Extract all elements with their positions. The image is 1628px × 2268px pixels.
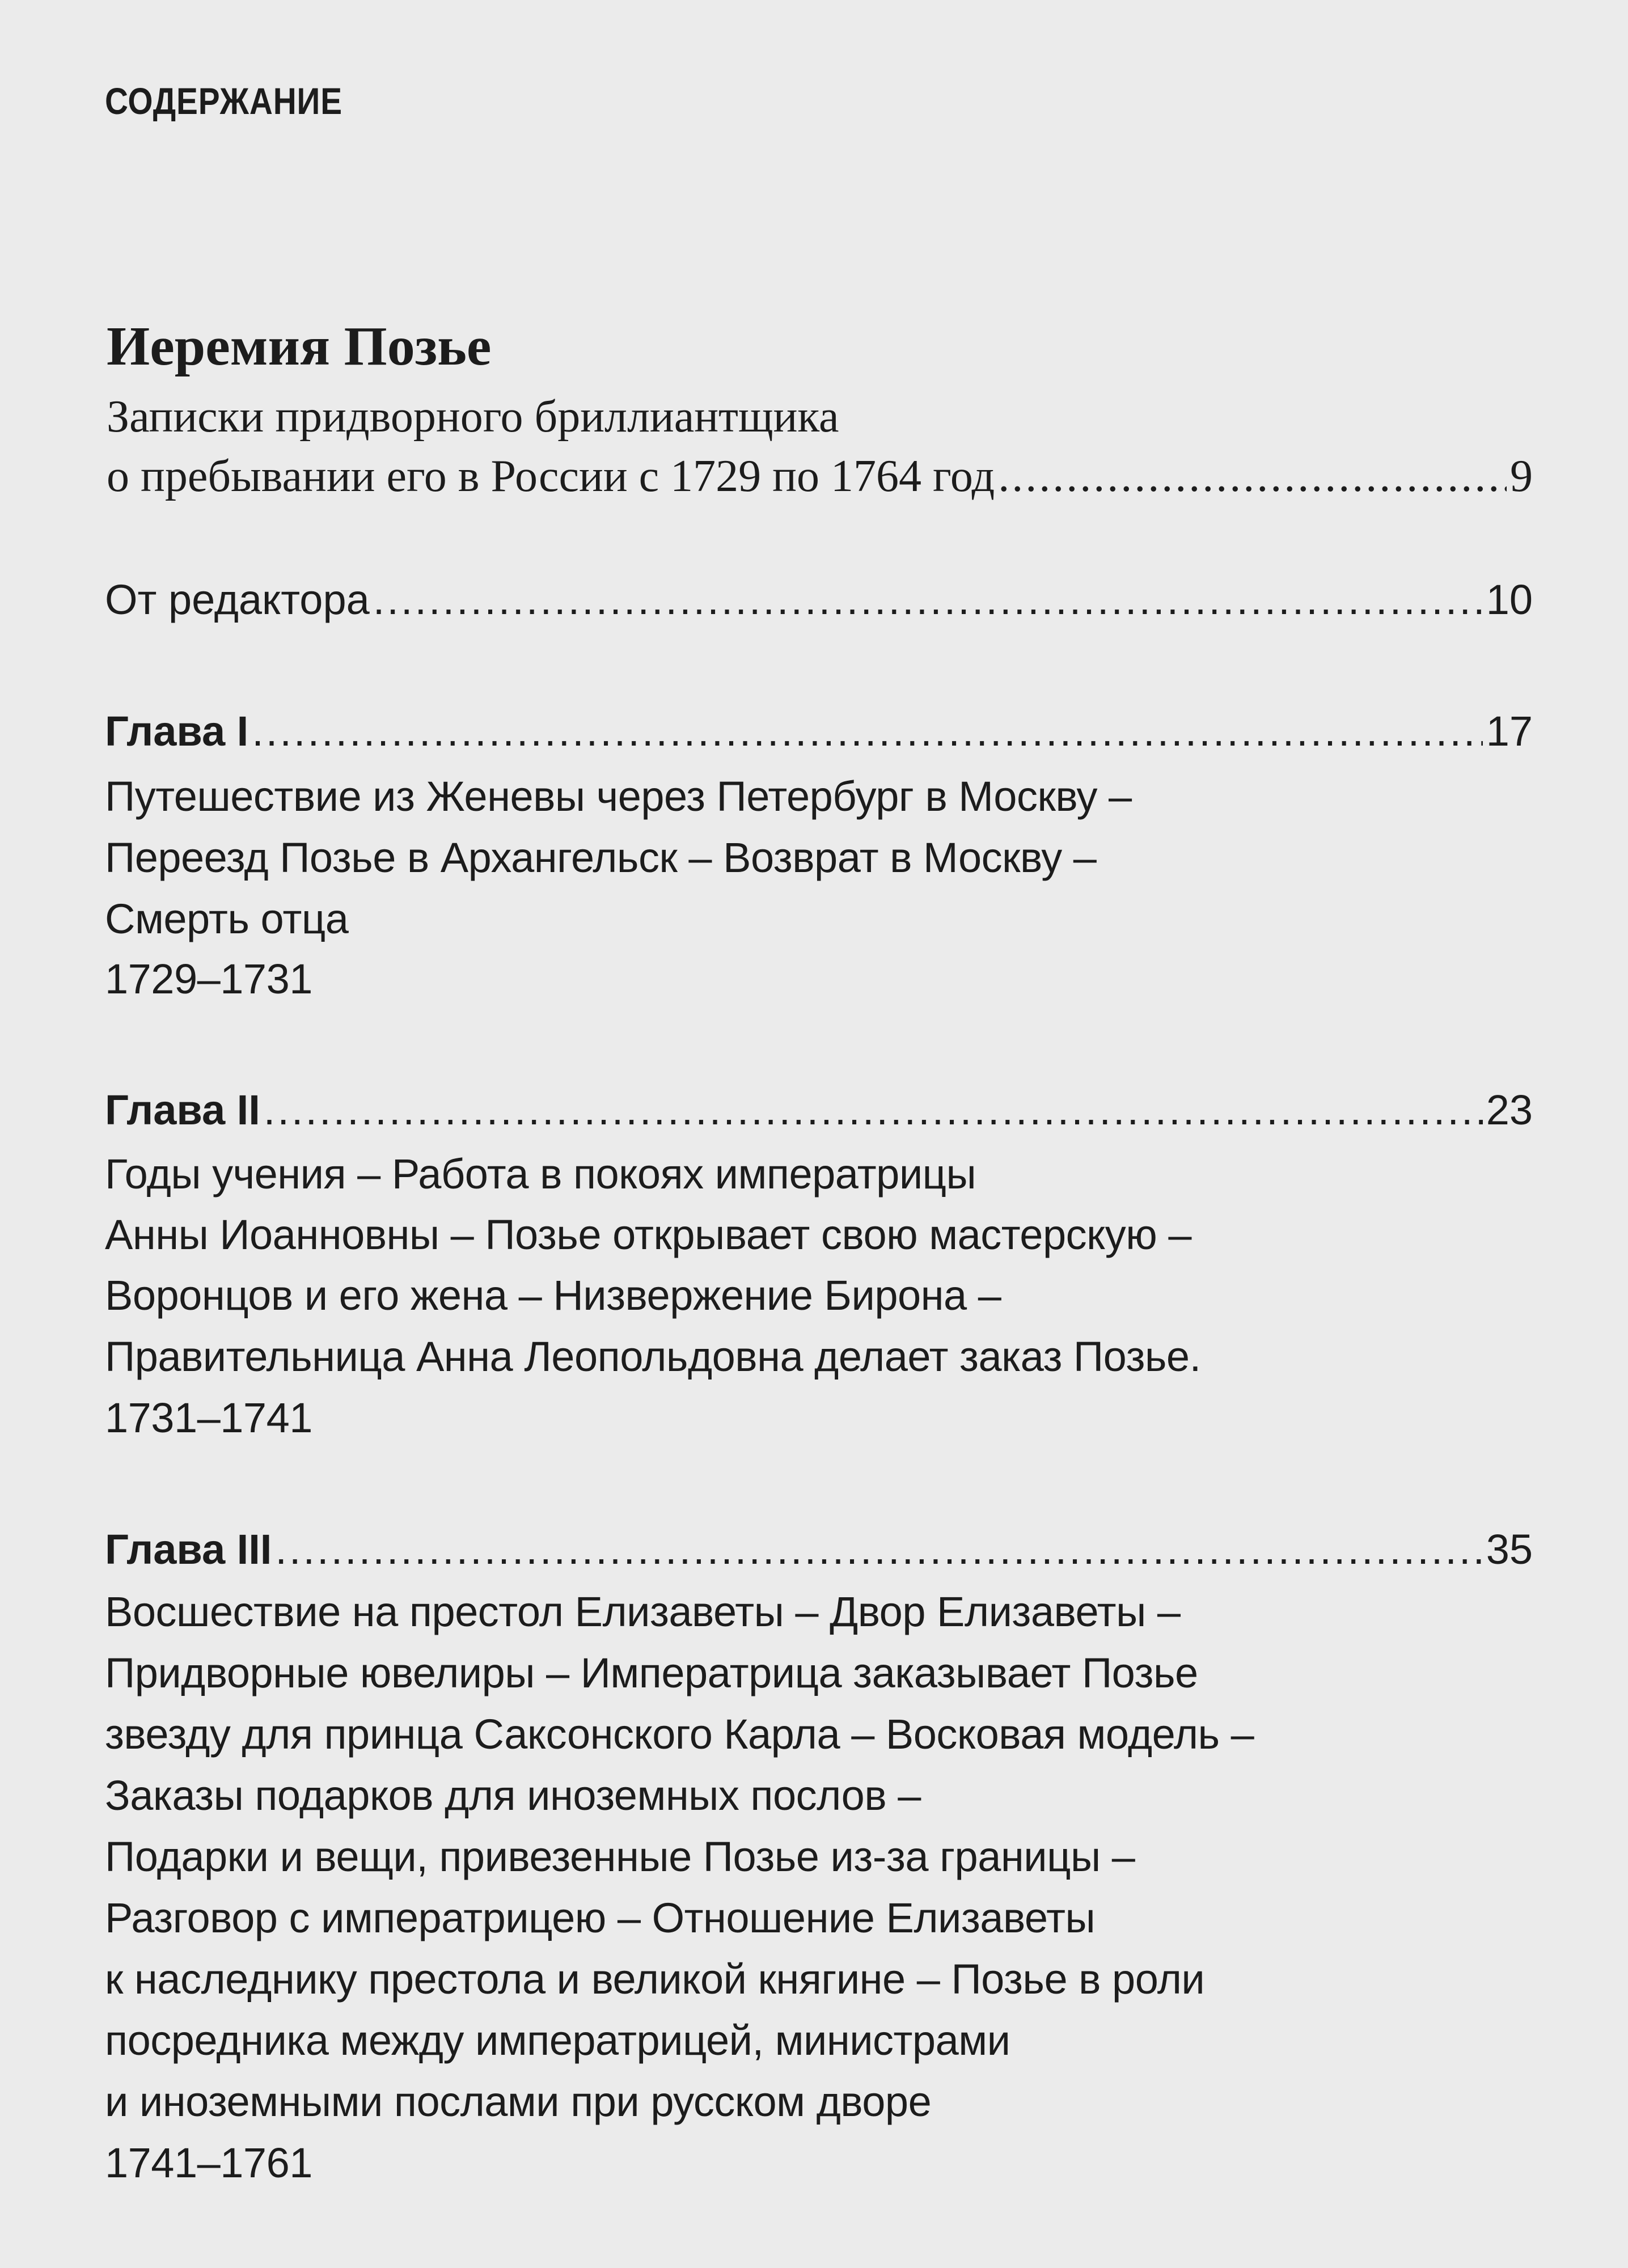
chapter-summary-line: Переезд Позье в Архангельск – Возврат в Москву – <box>105 834 1097 881</box>
chapter-summary-line: Воронцов и его жена – Низвержение Бирона – <box>105 1272 1001 1319</box>
chapter-title: Глава III <box>105 1526 272 1573</box>
toc-entry-chapter-2 <box>105 1086 1533 1134</box>
chapter-years: 1741–1761 <box>105 2139 312 2186</box>
chapter-summary-line: Путешествие из Женевы через Петербург в Москву – <box>105 773 1132 820</box>
chapter-summary-line: и иноземными послами при русском дворе <box>105 2078 932 2125</box>
leader-dots <box>373 576 1483 624</box>
leader-dots <box>252 707 1482 755</box>
section-title: СОДЕРЖАНИЕ <box>105 80 342 122</box>
leader-dots <box>998 451 1507 502</box>
leader-dots <box>264 1086 1483 1134</box>
chapter-summary-line: к наследнику престола и великой княгине – Позье в роли <box>105 1956 1205 2003</box>
chapter-years: 1729–1731 <box>105 955 312 1002</box>
chapter-summary-line: Анны Иоанновны – Позье открывает свою мастерскую – <box>105 1211 1192 1258</box>
chapter-summary-line: Годы учения – Работа в покоях императрицы <box>105 1150 976 1198</box>
toc-entry-title: От редактора <box>105 576 370 623</box>
chapter-summary-line: Придворные ювелиры – Императрица заказывает Позье <box>105 1649 1198 1696</box>
toc-entry-editor <box>105 576 1533 624</box>
page-number: 9 <box>1510 451 1533 501</box>
chapter-summary-line: Смерть отца <box>105 895 349 942</box>
chapter-summary-line: Восшествие на престол Елизаветы – Двор Елизаветы – <box>105 1588 1181 1635</box>
chapter-summary-line: звезду для принца Саксонского Карла – Восковая модель – <box>105 1711 1254 1758</box>
toc-entry-chapter-3 <box>105 1525 1533 1573</box>
page-number: 23 <box>1486 1086 1533 1133</box>
page-number: 35 <box>1486 1526 1533 1573</box>
chapter-years: 1731–1741 <box>105 1394 312 1441</box>
leader-dots <box>275 1525 1482 1573</box>
book-author: Иеремия Позье <box>107 316 492 377</box>
chapter-summary-line: Подарки и вещи, привезенные Позье из-за границы – <box>105 1833 1135 1880</box>
book-subtitle-line1: Записки придворного бриллиантщика <box>107 392 839 442</box>
chapter-title: Глава I <box>105 708 249 755</box>
chapter-summary-line: Правительница Анна Леопольдовна делает заказ Позье. <box>105 1333 1201 1380</box>
page-number: 10 <box>1486 576 1533 623</box>
chapter-summary-line: посредника между императрицей, министрами <box>105 2017 1010 2064</box>
book-subtitle-line2: о пребывании его в России с 1729 по 1764 год <box>107 451 995 501</box>
chapter-summary-line: Разговор с императрицею – Отношение Елизаветы <box>105 1894 1096 1941</box>
toc-entry-chapter-1 <box>105 707 1533 755</box>
chapter-title: Глава II <box>105 1086 260 1133</box>
chapter-summary-line: Заказы подарков для иноземных послов – <box>105 1772 921 1819</box>
toc-entry-book-subtitle <box>107 451 1533 502</box>
page-number: 17 <box>1486 708 1533 755</box>
